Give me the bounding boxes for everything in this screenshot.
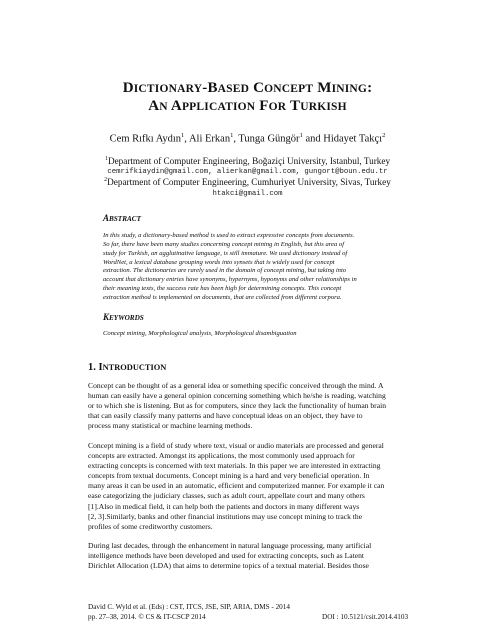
affiliation-text: Department of Computer Engineering, Boğaziçi University, Istanbul, Turkey (107, 156, 391, 167)
title-smallcaps: URKISH (300, 101, 347, 113)
title-line-1 (0, 80, 495, 97)
paragraph-2 (88, 441, 418, 532)
abstract-line: So far, there have been many studies concerning concept mining in English, but this area of (103, 240, 345, 248)
abstract-line: account that dictionary entries have synonyms, hypernyms, hyponyms and other relationships in (103, 276, 357, 284)
abstract-line: extraction. The dictionaries are rarely used in the domain of concept mining, but taking into (103, 267, 347, 275)
affiliation-2-emails: htakci@gmail.com (212, 190, 283, 198)
text-line: concepts are extracted. Amongst its applications, the most commonly used approach for (88, 451, 355, 461)
title-smallcaps: ICTIONARY (133, 83, 203, 95)
title-smallcaps: N (159, 101, 168, 113)
heading-smallcaps: EYWORDS (109, 314, 144, 322)
affiliation-marker: 2 (104, 177, 108, 183)
author-affiliation-marker: 1 (230, 132, 234, 139)
text-line: During last decades, through the enhancement in natural language processing, many artificial (88, 541, 372, 550)
author-separator: , (184, 133, 189, 145)
title-cap: D (122, 80, 134, 96)
text-line: [2, 3].Similarly, banks and other financial institutions may use concept mining to track the (88, 511, 363, 521)
author-affiliation-marker: 1 (181, 132, 185, 139)
affiliation-marker: 1 (104, 156, 108, 162)
title-cap: A (167, 98, 182, 114)
abstract-heading (103, 213, 141, 223)
text-line: Concept can be thought of as a general idea or something specific conceived through the mind. A (88, 381, 384, 390)
title-line-2 (0, 98, 495, 115)
title-cap: T (286, 98, 301, 114)
author-affiliation-marker: 1 (299, 132, 303, 139)
heading-cap: K (103, 312, 110, 322)
text-line: that can easily classify many patterns and have conceptual ideas on an object, they have to (88, 411, 363, 421)
paragraph-3 (88, 541, 418, 571)
abstract-line: In this study, a dictionary-based method is used to extract expressive concepts from documents. (103, 232, 355, 239)
abstract-line: their meaning texts, the success rate has been high for determining concepts. This concept (103, 285, 342, 293)
footer-doi: DOI : 10.5121/csit.2014.4103 (322, 613, 409, 621)
keywords-list: Concept mining, Morphological analysis, Morphological disambiguation (103, 330, 297, 337)
affiliation-text: Department of Computer Engineering, Cumhuriyet University, Sivas, Turkey (107, 177, 391, 188)
text-line: or to which she is listening. But as for computers, since they lack the functionality of human brain (88, 401, 386, 411)
text-line: ease categorizing the judiciary classes, such as adult court, appellate court and many others (88, 491, 365, 501)
abstract-line: WordNet, a lexical database grouping words into synsets that is widely used for concept (103, 258, 335, 266)
title-smallcaps: ONCEPT (264, 83, 314, 95)
section-heading-introduction (88, 362, 166, 373)
title-cap: A (148, 98, 160, 114)
abstract-line: study for Turkish, an agglutinative language, is still immature. We used dictionary instead of (103, 249, 348, 257)
footer-pages: pp. 27–38, 2014. © CS & IT-CSCP 2014 (88, 613, 206, 621)
author-name: Ali Erkan (188, 133, 231, 145)
text-line: [1].Also in medical field, it can help both the patients and doctors in many different ways (88, 501, 360, 511)
heading-smallcaps: BSTRACT (109, 215, 141, 223)
text-line: extracting concepts is concerned with text materials. In this paper we are interested in extracting (88, 461, 381, 471)
text-line: many areas it can be used in an automatic, efficient and computerized manner. For example it can (88, 481, 385, 491)
affiliation-1-emails: cemrifkiaydin@gmail.com, alierkan@gmail.com, gungort@boun.edu.tr (107, 168, 388, 176)
text-line: process many statistical or machine learning methods. (88, 421, 253, 431)
title-smallcaps: OR (268, 101, 287, 113)
title-smallcaps: INING (331, 83, 368, 95)
text-line: human can easily have a general opinion concerning something which he/she is reading, watching (88, 391, 386, 401)
title-cap: M (313, 80, 332, 96)
footer-citation: David C. Wyld et al. (Eds) : CST, ITCS, JSE, SIP, ARIA, DMS - 2014 (88, 603, 290, 611)
author-name: Hidayet Takçı (323, 133, 383, 145)
text-line: Dirichlet Allocation (LDA) that aims to determine topics of a textual material. Besides those (88, 561, 369, 571)
title-smallcaps: PPLICATION (181, 101, 256, 113)
author-affiliation-marker: 2 (382, 132, 386, 139)
title-cap: F (255, 98, 269, 114)
author-list (0, 132, 495, 145)
keywords-heading (103, 312, 144, 322)
affiliation-2 (0, 177, 495, 187)
text-line: intelligence methods have been developed and used for extracting concepts, such as Latent (88, 551, 365, 561)
heading-cap: 1. I (88, 362, 103, 373)
heading-smallcaps: NTRODUCTION (102, 363, 167, 372)
title-cap: C (249, 80, 265, 96)
text-line: profiles of some creditworthy customers. (88, 521, 213, 531)
author-separator: , (233, 133, 239, 145)
heading-cap: A (103, 213, 110, 223)
author-name: Tunga Güngör (238, 133, 300, 145)
text-line: Concept mining is a field of study where text, visual or audio materials are processed and general (88, 441, 384, 450)
text-line: concepts from textual documents. Concept mining is a hard and very beneficial operation. In (88, 471, 370, 481)
paragraph-1 (88, 381, 418, 431)
author-separator: and (302, 133, 324, 145)
title-cap: -B (202, 80, 218, 96)
affiliation-1 (0, 156, 495, 166)
title-colon: : (367, 80, 373, 96)
abstract-body (103, 232, 403, 303)
abstract-line: extraction method is implemented on documents, that are collected from different corpora. (103, 293, 342, 301)
title-smallcaps: ASED (217, 83, 250, 95)
author-name: Cem Rıfkı Aydın (109, 133, 182, 145)
